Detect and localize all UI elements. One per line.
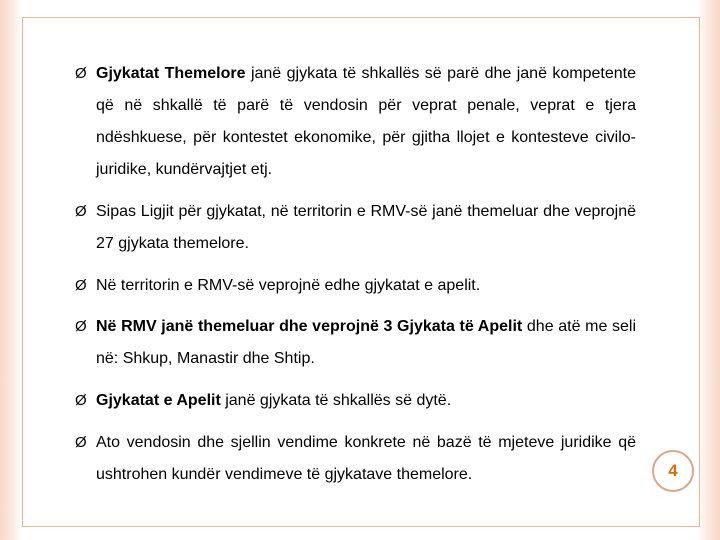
list-item [70,196,636,260]
slide-content [70,58,636,491]
list-item-bold: Gjykatat e Apelit [96,392,221,409]
right-edge-decoration [698,0,720,540]
page-number-badge: 4 [652,450,694,492]
list-item [70,58,636,186]
arrow-bullet-icon: Ø [75,318,87,335]
list-item-rest: dhe atë me seli në: Shkup, Manastir dhe Shtip. [96,318,637,367]
left-edge-decoration [0,0,22,540]
arrow-bullet-icon: Ø [75,203,87,220]
list-item-text [96,427,636,491]
list-item-text [96,196,636,260]
list-item-rest: janë gjykata të shkallës së parë dhe janë kompetente që në shkallë të parë të vendosin për veprat penale, veprat e tjera ndëshkuese, për kontestet ekonomike, për gjitha llojet e kontesteve civilo-juridike, kundërvajtjet etj. [96,65,637,178]
list-item-text [96,311,636,375]
arrow-bullet-icon: Ø [75,434,87,451]
list-item-text [96,58,636,186]
list-item-bold: Në RMV janë themeluar dhe veprojnë 3 Gjykata të Apelit [96,318,523,335]
list-item [70,427,636,491]
list-item-text [96,270,636,302]
list-item-bold: Gjykatat Themelore [96,65,246,82]
list-item-rest: Në territorin e RMV-së veprojnë edhe gjykatat e apelit. [96,277,481,294]
list-item-rest: janë gjykata të shkallës së dytë. [220,392,452,409]
list-item-text [96,385,636,417]
list-item-rest: Sipas Ligjit për gjykatat, në territorin e RMV-së janë themeluar dhe veprojnë 27 gjykata themelore. [96,203,636,252]
arrow-bullet-icon: Ø [75,277,87,294]
list-item [70,385,636,417]
arrow-bullet-icon: Ø [75,392,87,409]
list-item-rest: Ato vendosin dhe sjellin vendime konkrete në bazë të mjeteve juridike që ushtrohen kundër vendimeve të gjykatave themelore. [96,434,636,483]
arrow-bullet-icon: Ø [75,65,87,82]
list-item [70,311,636,375]
list-item [70,270,636,302]
